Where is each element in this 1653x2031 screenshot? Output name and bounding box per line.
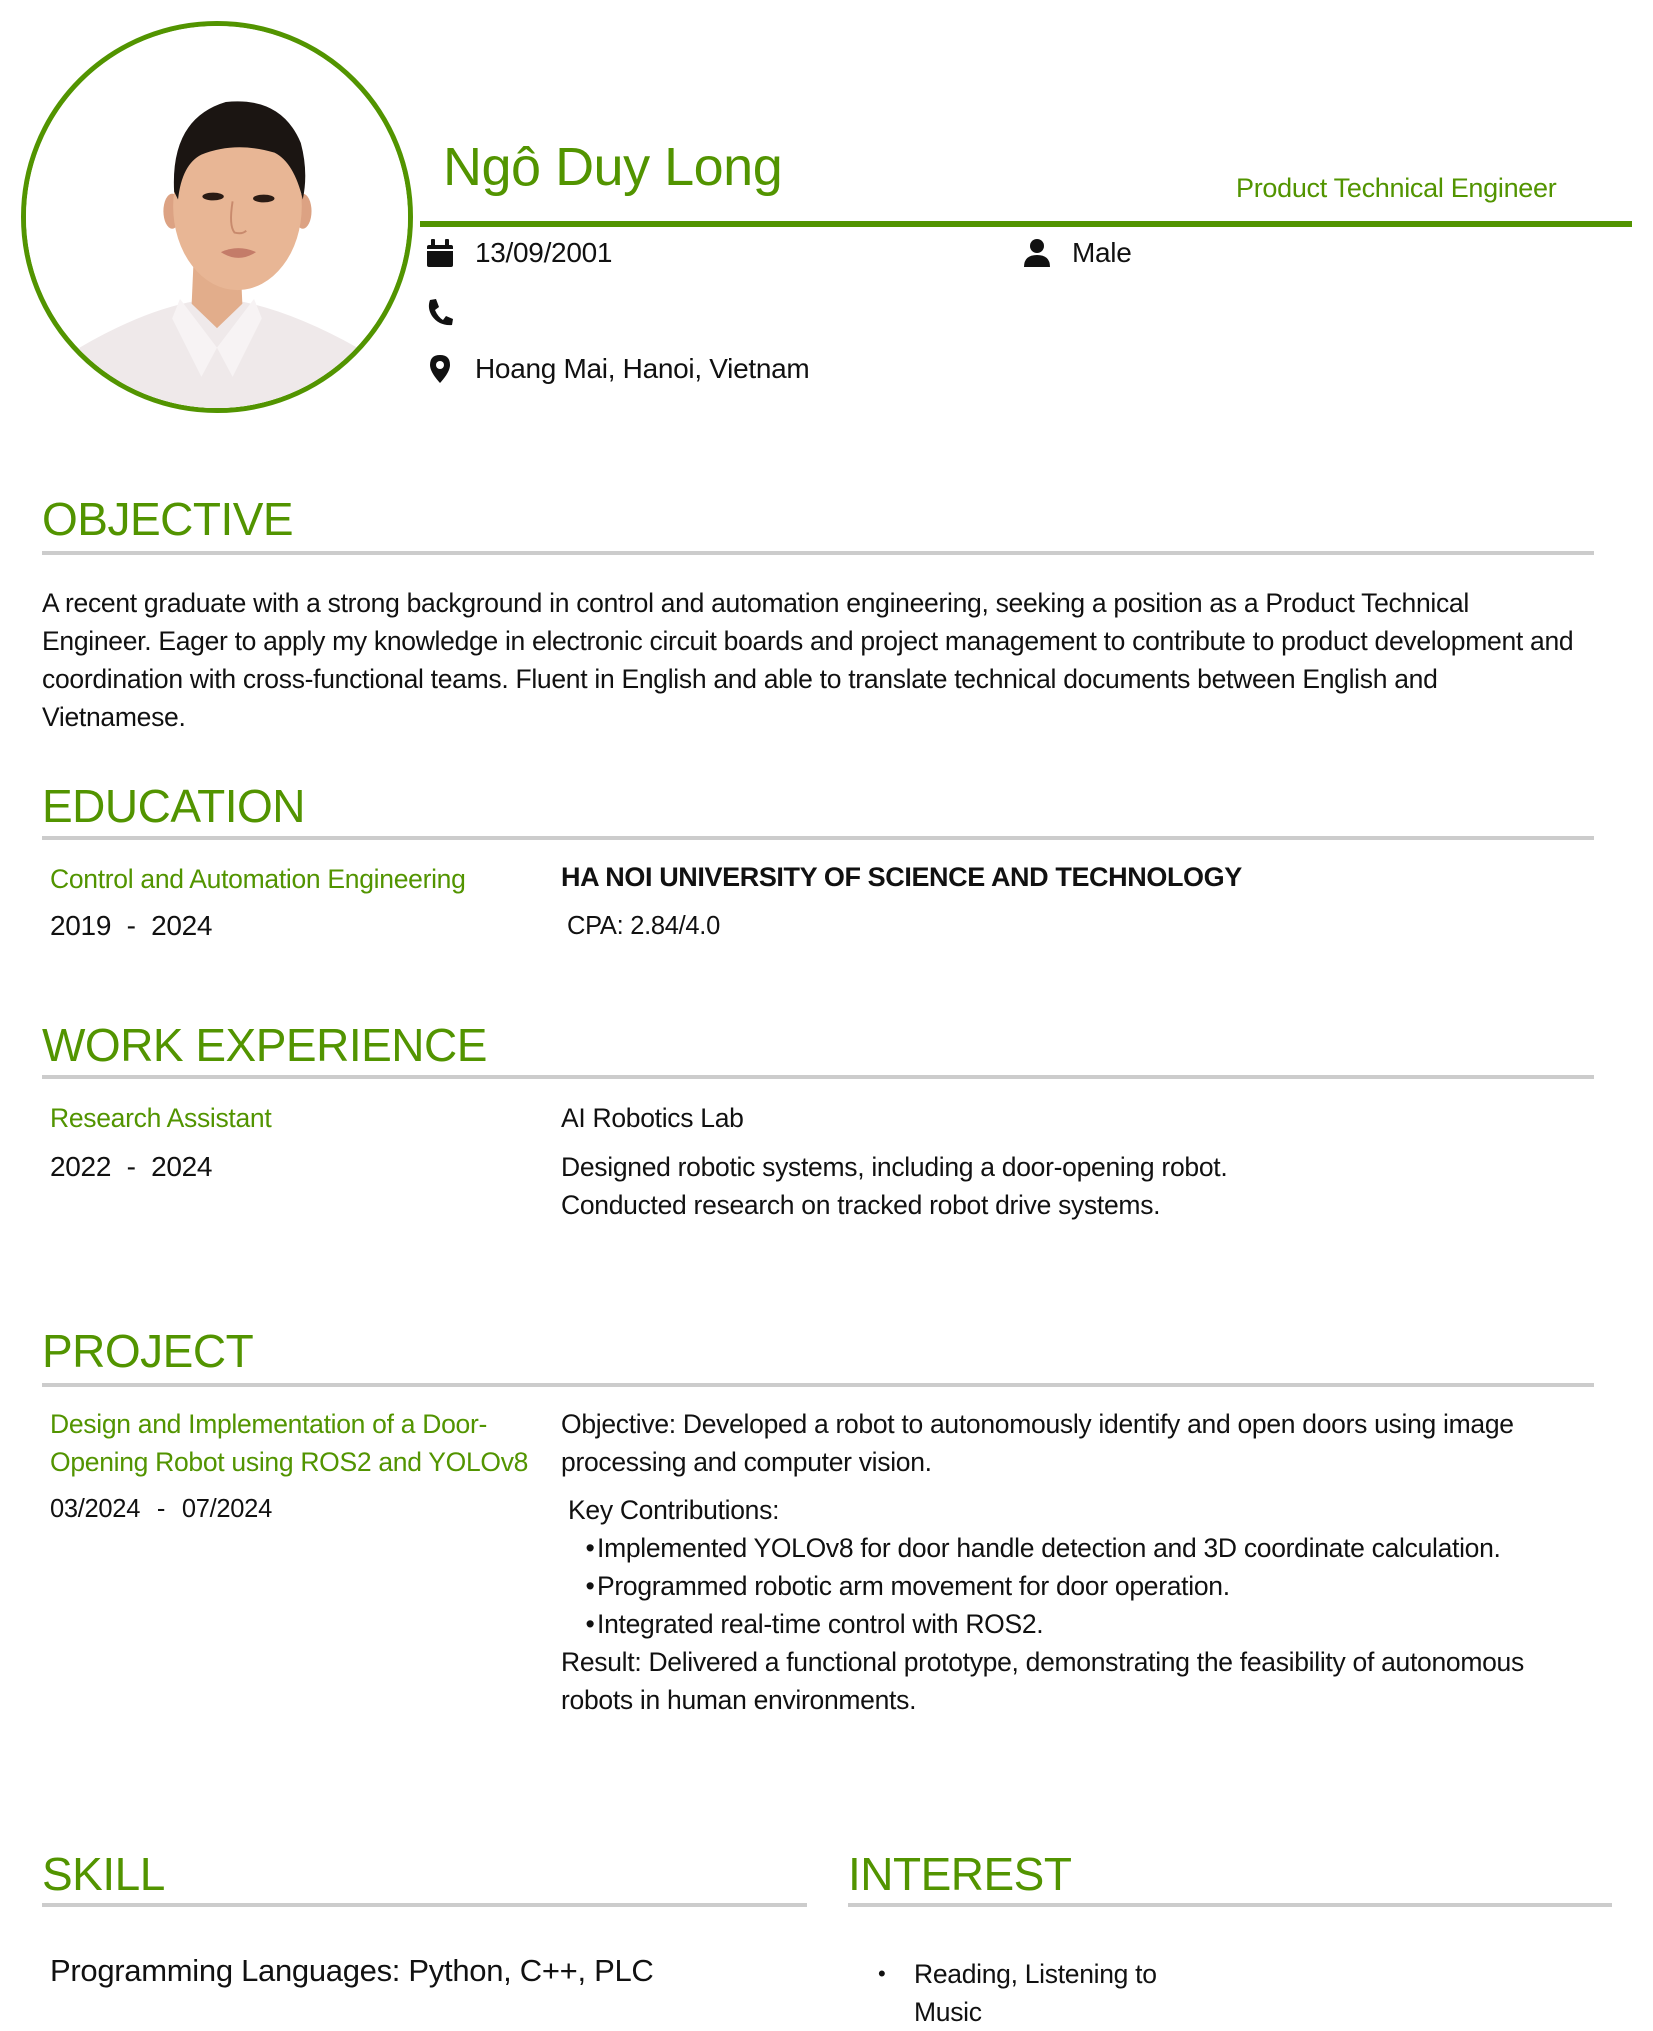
section-title-skill: SKILL	[42, 1848, 165, 1900]
end-date: 07/2024	[181, 1495, 272, 1523]
work-company: AI Robotics Lab	[561, 1103, 744, 1133]
project-name-line: Opening Robot using ROS2 and YOLOv8	[50, 1447, 529, 1477]
date-separator: -	[126, 1151, 136, 1182]
project-result-line: Result: Delivered a functional prototype, demonstrating the feasibility of autonomous	[561, 1647, 1524, 1677]
gender-row	[1022, 238, 1132, 268]
user-icon	[1022, 238, 1052, 268]
objective-line: Vietnamese.	[42, 702, 186, 732]
start-date: 03/2024	[50, 1495, 141, 1523]
work-dates	[50, 1153, 212, 1181]
project-name-line: Design and Implementation of a Door-	[50, 1409, 487, 1439]
date-separator: -	[126, 910, 136, 941]
date-separator: -	[156, 1495, 166, 1523]
school-name: HA NOI UNIVERSITY OF SCIENCE AND TECHNOLOGY	[561, 862, 1242, 892]
section-divider	[848, 1903, 1612, 1907]
profile-photo	[26, 26, 408, 408]
phone-row	[425, 297, 475, 327]
project-dates	[50, 1497, 272, 1523]
section-divider	[42, 1383, 1594, 1387]
end-date: 2024	[151, 910, 213, 941]
work-position: Research Assistant	[50, 1103, 272, 1133]
interest-text: Reading, Listening to	[914, 1959, 1157, 1989]
job-title: Product Technical Engineer	[1236, 173, 1557, 203]
contribution-item	[561, 1567, 1611, 1605]
interest-item	[878, 1955, 1157, 2031]
project-name	[50, 1405, 528, 1481]
project-objective-line: Objective: Developed a robot to autonomously identify and open doors using image	[561, 1409, 1514, 1439]
section-divider	[42, 836, 1594, 840]
birthdate-value: 13/09/2001	[475, 237, 613, 268]
start-date: 2019	[50, 910, 112, 941]
calendar-icon	[425, 238, 455, 268]
section-title-work: WORK EXPERIENCE	[42, 1019, 487, 1071]
avatar	[21, 21, 413, 413]
project-description	[561, 1405, 1611, 1719]
objective-line: Engineer. Eager to apply my knowledge in electronic circuit boards and project management to contribute to product development and	[42, 626, 1574, 656]
section-divider	[42, 551, 1594, 555]
education-gpa: CPA: 2.84/4.0	[567, 912, 720, 940]
location-value: Hoang Mai, Hanoi, Vietnam	[475, 353, 810, 384]
objective-line: coordination with cross-functional teams. Fluent in English and able to translate technical documents between English and	[42, 664, 1438, 694]
candidate-name: Ngô Duy Long	[443, 137, 783, 197]
contributions-label: Key Contributions:	[568, 1495, 780, 1525]
objective-text	[42, 584, 1612, 736]
objective-line: A recent graduate with a strong background in control and automation engineering, seeking a position as a Product Technical	[42, 588, 1469, 618]
section-divider	[42, 1075, 1594, 1079]
bullet-icon: •	[585, 1609, 595, 1639]
bullet-icon: •	[585, 1533, 595, 1563]
project-objective-line: processing and computer vision.	[561, 1447, 932, 1477]
interest-text: Music	[914, 1997, 982, 2027]
section-title-objective: OBJECTIVE	[42, 493, 294, 545]
contribution-item	[561, 1529, 1611, 1567]
gender-value: Male	[1072, 237, 1132, 268]
location-row	[425, 354, 809, 384]
contribution-item	[561, 1605, 1611, 1643]
section-title-education: EDUCATION	[42, 780, 305, 832]
section-title-project: PROJECT	[42, 1325, 254, 1377]
bullet-icon: •	[878, 1961, 886, 1986]
contribution-text: Implemented YOLOv8 for door handle detection and 3D coordinate calculation.	[597, 1533, 1501, 1563]
bullet-icon: •	[585, 1571, 595, 1601]
contribution-text: Integrated real-time control with ROS2.	[597, 1609, 1044, 1639]
section-title-interest: INTEREST	[848, 1848, 1072, 1900]
education-dates	[50, 912, 212, 940]
header-divider	[420, 221, 1632, 227]
work-description	[561, 1148, 1227, 1224]
education-major: Control and Automation Engineering	[50, 864, 466, 894]
work-line: Designed robotic systems, including a door-opening robot.	[561, 1152, 1228, 1182]
project-result-line: robots in human environments.	[561, 1685, 917, 1715]
skill-item: Programming Languages: Python, C++, PLC	[50, 1953, 654, 1988]
end-date: 2024	[151, 1151, 213, 1182]
start-date: 2022	[50, 1151, 112, 1182]
map-pin-icon	[425, 354, 455, 384]
phone-icon	[425, 297, 455, 327]
work-line: Conducted research on tracked robot drive systems.	[561, 1190, 1161, 1220]
birthdate-row	[425, 238, 612, 268]
contribution-text: Programmed robotic arm movement for door operation.	[597, 1571, 1230, 1601]
section-divider	[42, 1903, 807, 1907]
